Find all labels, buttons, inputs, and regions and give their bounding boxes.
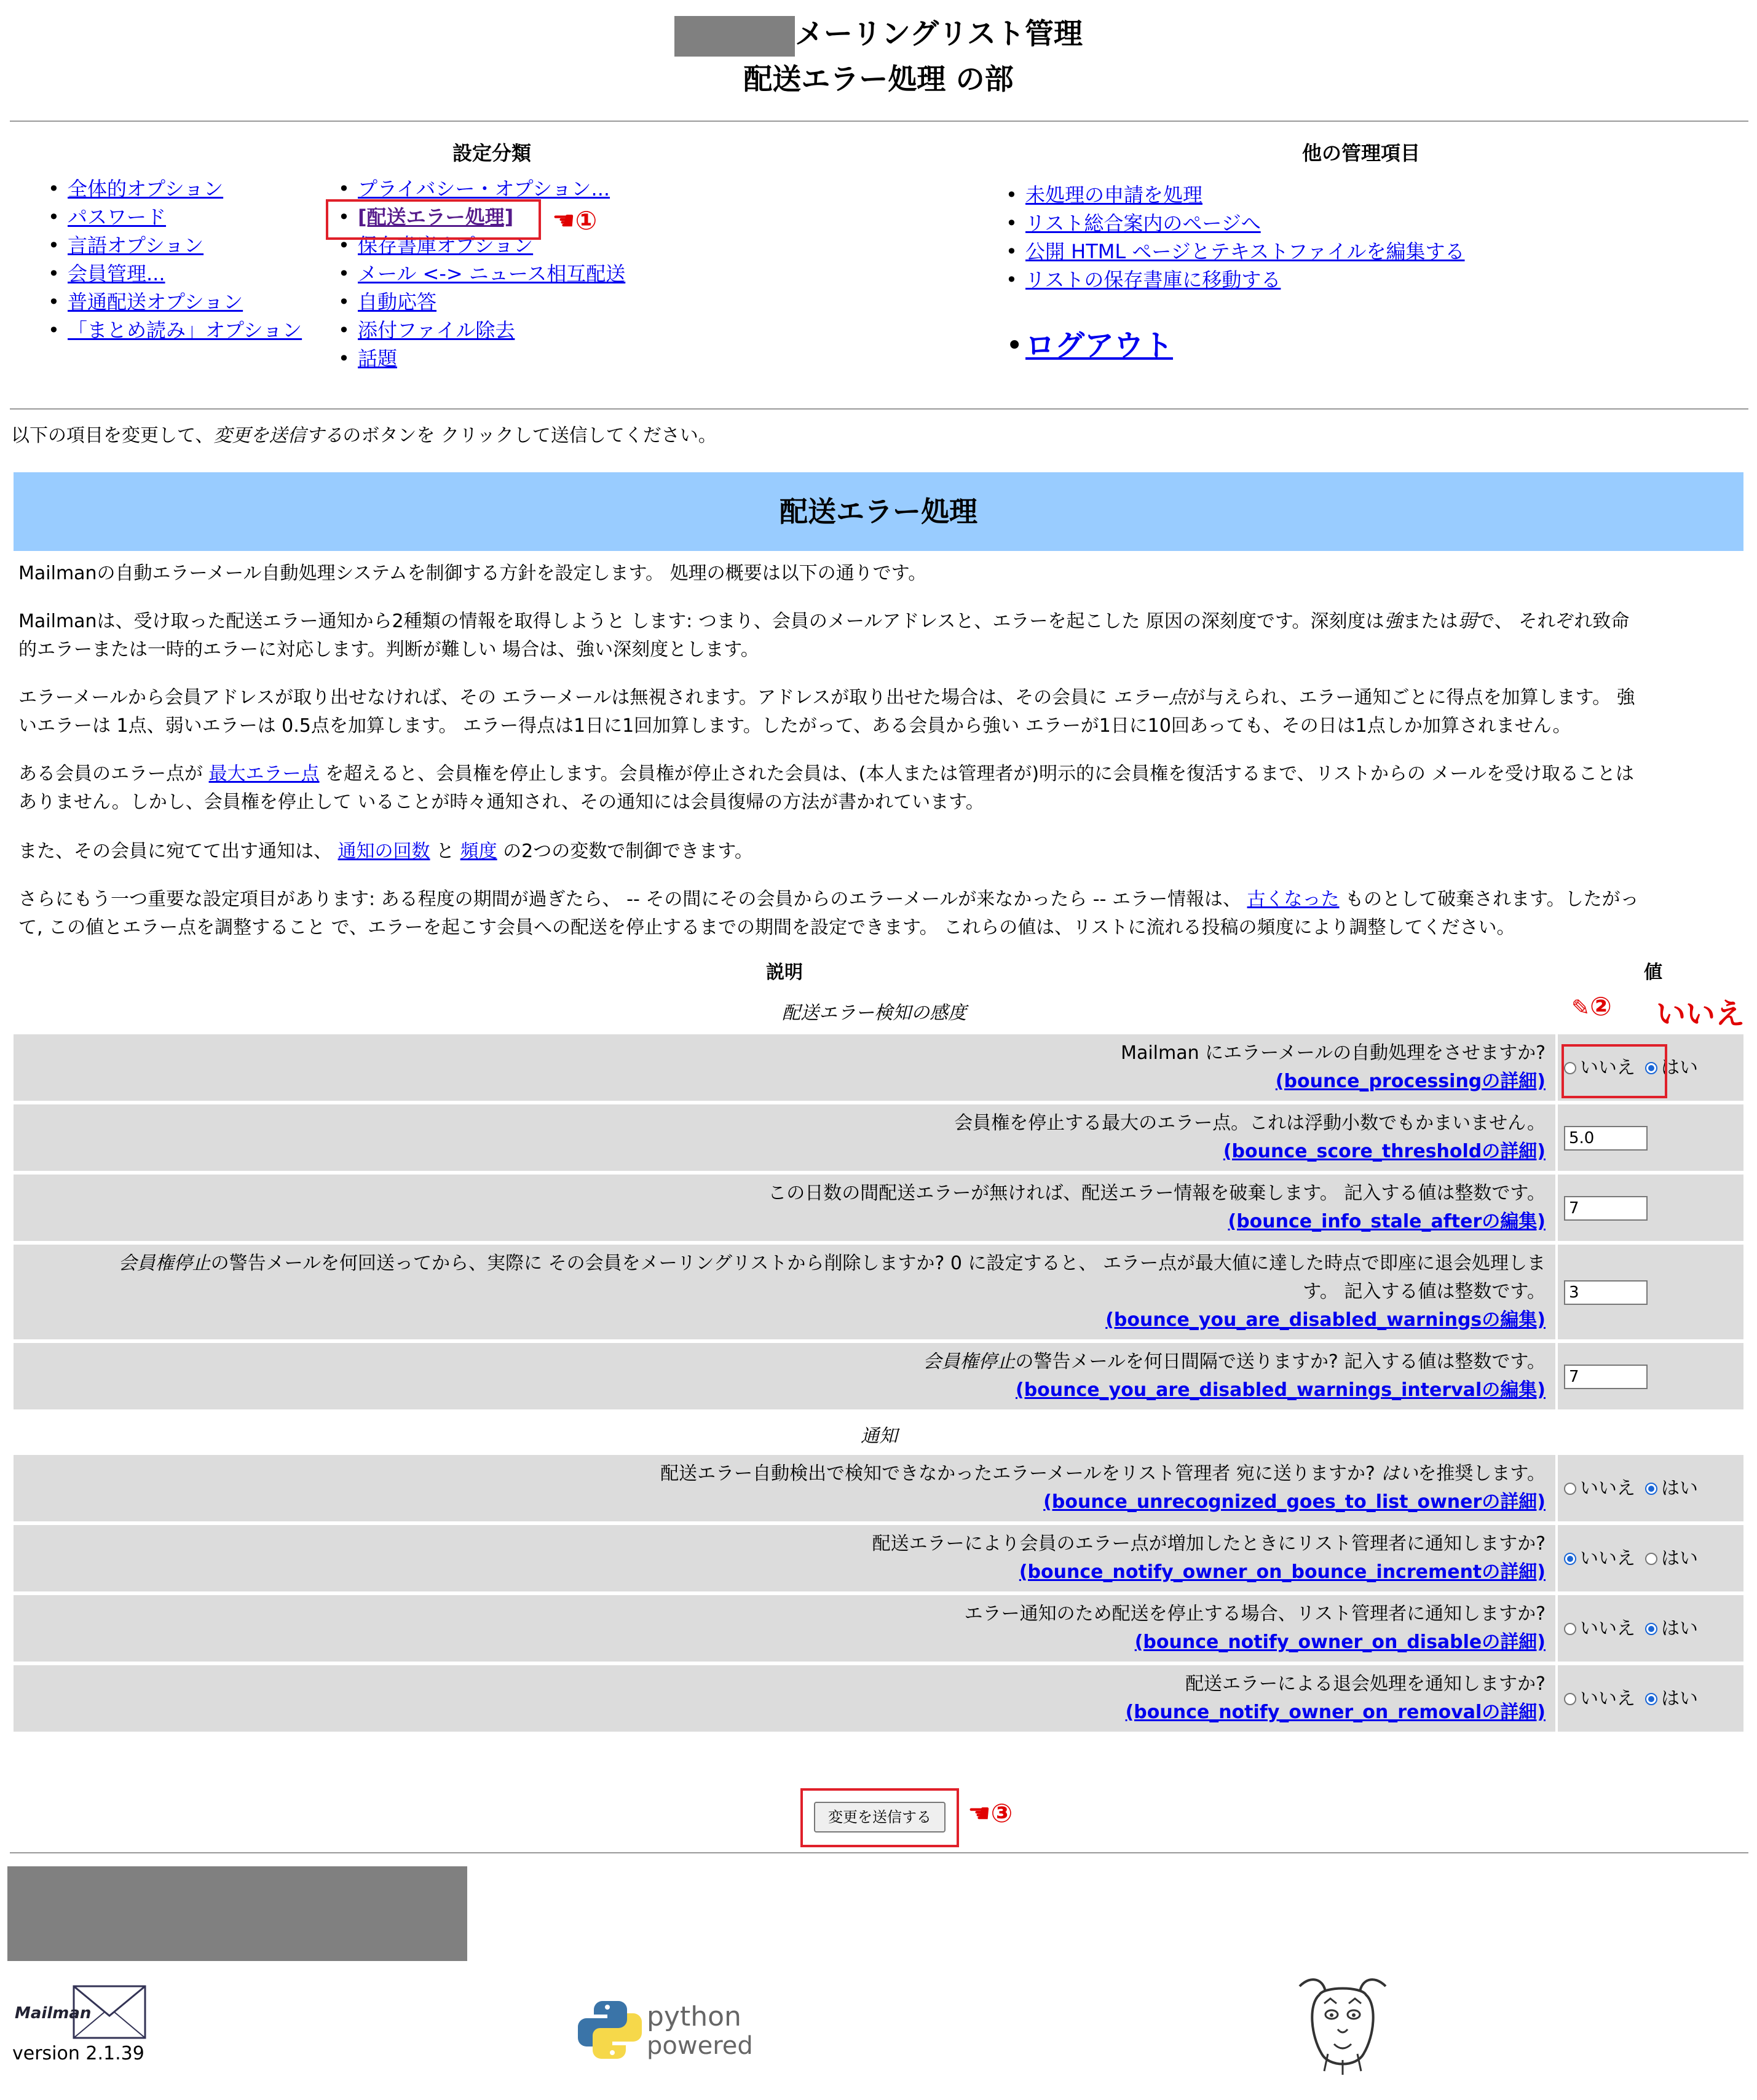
detail-link[interactable]: (bounce_score_thresholdの詳細): [1223, 1141, 1546, 1162]
redacted-list-name: [674, 16, 795, 57]
column-header-value: 値: [1644, 962, 1662, 983]
setting-row-bounce-info-stale-after: この日数の間配送エラーが無ければ、配送エラー情報を破棄します。 記入する値は整数です。 (bounce_info_stale_afterの編集): [14, 1175, 1555, 1241]
setting-row-notify-on-disable: エラー通知のため配送を停止する場合、リスト管理者に通知しますか? (bounce_notify_owner_on_disableの詳細): [14, 1595, 1555, 1662]
radio-yes[interactable]: [1645, 1623, 1657, 1635]
nav-item-contentfilter[interactable]: • 添付ファイル除去: [338, 316, 625, 344]
gnu-head-icon[interactable]: [1287, 1968, 1398, 2077]
setting-value-disabled-warnings-interval: [1558, 1343, 1743, 1409]
divider: [10, 121, 1748, 122]
setting-row-notify-on-removal: 配送エラーによる退会処理を通知しますか? (bounce_notify_owner_on_removalの詳細): [14, 1665, 1555, 1732]
paragraph-6: さらにもう一つ重要な設定項目があります: ある程度の期間が過ぎたら、 -- その間にその会員からのエラーメールが来なかったら -- エラー情報は、 古くなった ものとして破棄されます。したがっ て, この値とエラー点を調整すること で、エラーを起こす会員への配送を停止するまでの期間を設定できます。 これらの値は、リストに流れる投稿の頻度により調整してください。: [18, 889, 1639, 938]
link-bounce-score-threshold[interactable]: 最大エラー点: [208, 763, 320, 785]
svg-text:python: python: [647, 2001, 741, 2032]
logout-link[interactable]: ログアウト: [1025, 328, 1174, 363]
section-notifications: 通知: [861, 1425, 898, 1447]
redacted-footer: [7, 1866, 467, 1961]
nav-item-archives[interactable]: • リストの保存書庫に移動する: [1006, 266, 1465, 294]
radio-yes[interactable]: [1645, 1553, 1657, 1565]
radio-yes[interactable]: [1645, 1483, 1657, 1495]
nav-item-language[interactable]: • 言語オプション: [48, 231, 302, 260]
nav-item-archive[interactable]: • 保存書庫オプション: [338, 231, 625, 260]
detail-link[interactable]: (bounce_you_are_disabled_warnings_intervalの編集): [1016, 1379, 1546, 1401]
setting-row-unrecognized-to-owner: 配送エラー自動検出で検知できなかったエラーメールをリスト管理者 宛に送りますか? はいを推奨します。 (bounce_unrecognized_goes_to_list_ownerの詳細): [14, 1455, 1555, 1521]
svg-text:Mailman: Mailman: [15, 2004, 92, 2023]
page-title: メーリングリスト管理: [0, 11, 1757, 57]
nav-item-digest[interactable]: • 「まとめ読み」オプション: [48, 316, 302, 344]
setting-row-bounce-score-threshold: 会員権を停止する最大のエラー点。これは浮動小数でもかまいません。 (bounce_score_thresholdの詳細): [14, 1104, 1555, 1171]
version-text: version 2.1.39: [12, 2043, 144, 2064]
radio-no[interactable]: [1564, 1693, 1576, 1705]
python-logo-icon[interactable]: [580, 1996, 753, 2064]
detail-link[interactable]: (bounce_info_stale_afterの編集): [1228, 1211, 1546, 1232]
link-warnings-count[interactable]: 通知の回数: [338, 841, 430, 862]
setting-row-disabled-warnings: 会員権停止の警告メールを何回送ってから、実際に その会員をメーリングリストから削除しますか? 0 に設定すると、 エラー点が最大値に達した時点で即座に退会処理しま す。 記入する値は整数です。 (bounce_you_are_disabled_warningsの編集): [14, 1245, 1555, 1339]
nav-col1: [48, 175, 302, 344]
setting-value-unrecognized-to-owner: いいえ はい: [1558, 1455, 1743, 1521]
paragraph-5: また、その会員に宛てて出す通知は、 通知の回数 と 頻度 の2つの変数で制御できます。: [18, 841, 753, 862]
submit-button[interactable]: 変更を送信する: [814, 1802, 946, 1833]
disabled-warnings-input[interactable]: 3: [1564, 1280, 1648, 1305]
setting-value-disabled-warnings: [1558, 1245, 1743, 1339]
highlight-box-1: [326, 199, 541, 240]
setting-value-notify-on-disable: いいえ はい: [1558, 1595, 1743, 1662]
setting-value-bounce-processing: いいえ はい: [1558, 1034, 1743, 1101]
annotation-marker-1: ☚①: [552, 205, 598, 236]
intro-text: 以下の項目を変更して、変更を送信するのボタンを クリックして送信してください。: [11, 425, 717, 446]
divider: [10, 1852, 1748, 1853]
nav-item-general[interactable]: • 全体的オプション: [48, 175, 302, 203]
detail-link[interactable]: (bounce_notify_owner_on_disableの詳細): [1134, 1631, 1546, 1653]
annotation-marker-2: ✎②: [1571, 991, 1612, 1021]
nav-item-privacy[interactable]: • プライバシー・オプション...: [338, 175, 625, 203]
nav-item-pending[interactable]: • 未処理の申請を処理: [1006, 181, 1465, 209]
setting-value-notify-on-removal: いいえ はい: [1558, 1665, 1743, 1732]
setting-row-bounce-processing: Mailman にエラーメールの自動処理をさせますか? (bounce_processingの詳細): [14, 1034, 1555, 1101]
radio-no[interactable]: [1564, 1553, 1576, 1565]
setting-row-disabled-warnings-interval: 会員権停止の警告メールを何日間隔で送りますか? 記入する値は整数です。 (bounce_you_are_disabled_warnings_intervalの編集): [14, 1343, 1555, 1409]
detail-link[interactable]: (bounce_unrecognized_goes_to_list_ownerの詳細): [1043, 1491, 1546, 1513]
paragraph-2: Mailmanは、受け取った配送エラー通知から2種類の情報を取得しようと します: つまり、会員のメールアドレスと、エラーを起こした 原因の深刻度です。深刻度は強または弱で、 それぞれ致命 的エラーまたは一時的エラーに対応します。判断が難しい 場合は、強い深刻度とします。: [18, 611, 1630, 660]
nav-heading-categories: 設定分類: [452, 141, 532, 165]
page-subtitle: 配送エラー処理 の部: [743, 63, 1014, 97]
detail-link[interactable]: (bounce_notify_owner_on_bounce_incrementの詳細): [1019, 1561, 1546, 1583]
disabled-warnings-interval-input[interactable]: 7: [1564, 1365, 1648, 1389]
pencil-icon: ✎: [1571, 996, 1590, 1021]
link-warnings-interval[interactable]: 頻度: [460, 841, 497, 862]
paragraph-1: Mailmanの自動エラーメール自動処理システムを制御する方針を設定します。 処理の概要は以下の通りです。: [18, 563, 927, 584]
nav-item-topics[interactable]: • 話題: [338, 344, 625, 373]
paragraph-3: エラーメールから会員アドレスが取り出せなければ、その エラーメールは無視されます。アドレスが取り出せた場合は、その会員に エラー点が与えられ、エラー通知ごとに得点を加算します。 強 いエラーは 1点、弱いエラーは 0.5点を加算します。 エラー得点は1日に1回加算します。したがって、ある会員から強い エラーが1日に10回あっても、その日は1点しか加算されません。: [18, 687, 1635, 737]
annotation-text-2: いいえ: [1656, 997, 1745, 1031]
nav-col3: [1006, 181, 1465, 294]
radio-no[interactable]: [1564, 1483, 1576, 1495]
link-stale-after[interactable]: 古くなった: [1247, 889, 1340, 910]
divider: [10, 408, 1748, 410]
nav-logout: [1006, 326, 1173, 365]
paragraph-4: ある会員のエラー点が 最大エラー点 を超えると、会員権を停止します。会員権が停止された会員は、(本人または管理者が)明示的に会員権を復活するまで、リストからの メールを受け取ることは ありません。しかし、会員権を停止して いることが時々通知され、その通知には会員復帰の方法が書かれています。: [18, 763, 1634, 813]
mailman-logo-icon[interactable]: [12, 1984, 150, 2040]
radio-yes[interactable]: [1645, 1693, 1657, 1705]
nav-item-edithtml[interactable]: • 公開 HTML ページとテキストファイルを編集する: [1006, 237, 1465, 266]
detail-link[interactable]: (bounce_notify_owner_on_removalの詳細): [1125, 1702, 1546, 1723]
bounce-info-stale-after-input[interactable]: 7: [1564, 1196, 1648, 1221]
detail-link[interactable]: (bounce_you_are_disabled_warningsの編集): [1105, 1309, 1546, 1331]
setting-value-bounce-info-stale-after: [1558, 1175, 1743, 1241]
section-sensitivity: 配送エラー検知の感度: [782, 1002, 966, 1024]
highlight-box-2: [1562, 1044, 1667, 1098]
setting-value-notify-on-increment: いいえ はい: [1558, 1525, 1743, 1591]
nav-item-members[interactable]: • 会員管理...: [48, 260, 302, 288]
logout-item[interactable]: [1006, 326, 1173, 365]
nav-item-password[interactable]: • パスワード: [48, 203, 302, 231]
annotation-marker-3: ☚③: [968, 1798, 1013, 1828]
column-header-description: 説明: [766, 962, 803, 983]
radio-no[interactable]: [1564, 1623, 1576, 1635]
bounce-score-threshold-input[interactable]: 5.0: [1564, 1126, 1648, 1151]
nav-heading-other: 他の管理項目: [1302, 141, 1421, 165]
nav-item-autoreply[interactable]: • 自動応答: [338, 288, 625, 316]
setting-row-notify-on-increment: 配送エラーにより会員のエラー点が増加したときにリスト管理者に通知しますか? (bounce_notify_owner_on_bounce_incrementの詳細): [14, 1525, 1555, 1591]
section-title: 配送エラー処理: [14, 472, 1743, 551]
setting-value-bounce-score-threshold: [1558, 1104, 1743, 1171]
detail-link[interactable]: (bounce_processingの詳細): [1275, 1071, 1546, 1092]
nav-item-gateway[interactable]: • メール <-> ニュース相互配送: [338, 260, 625, 288]
nav-item-listinfo[interactable]: • リスト総合案内のページへ: [1006, 209, 1465, 237]
nav-item-nondigest[interactable]: • 普通配送オプション: [48, 288, 302, 316]
nav-item-bounce-current[interactable]: • [配送エラー処理]: [338, 203, 625, 231]
svg-text:powered: powered: [647, 2032, 753, 2060]
